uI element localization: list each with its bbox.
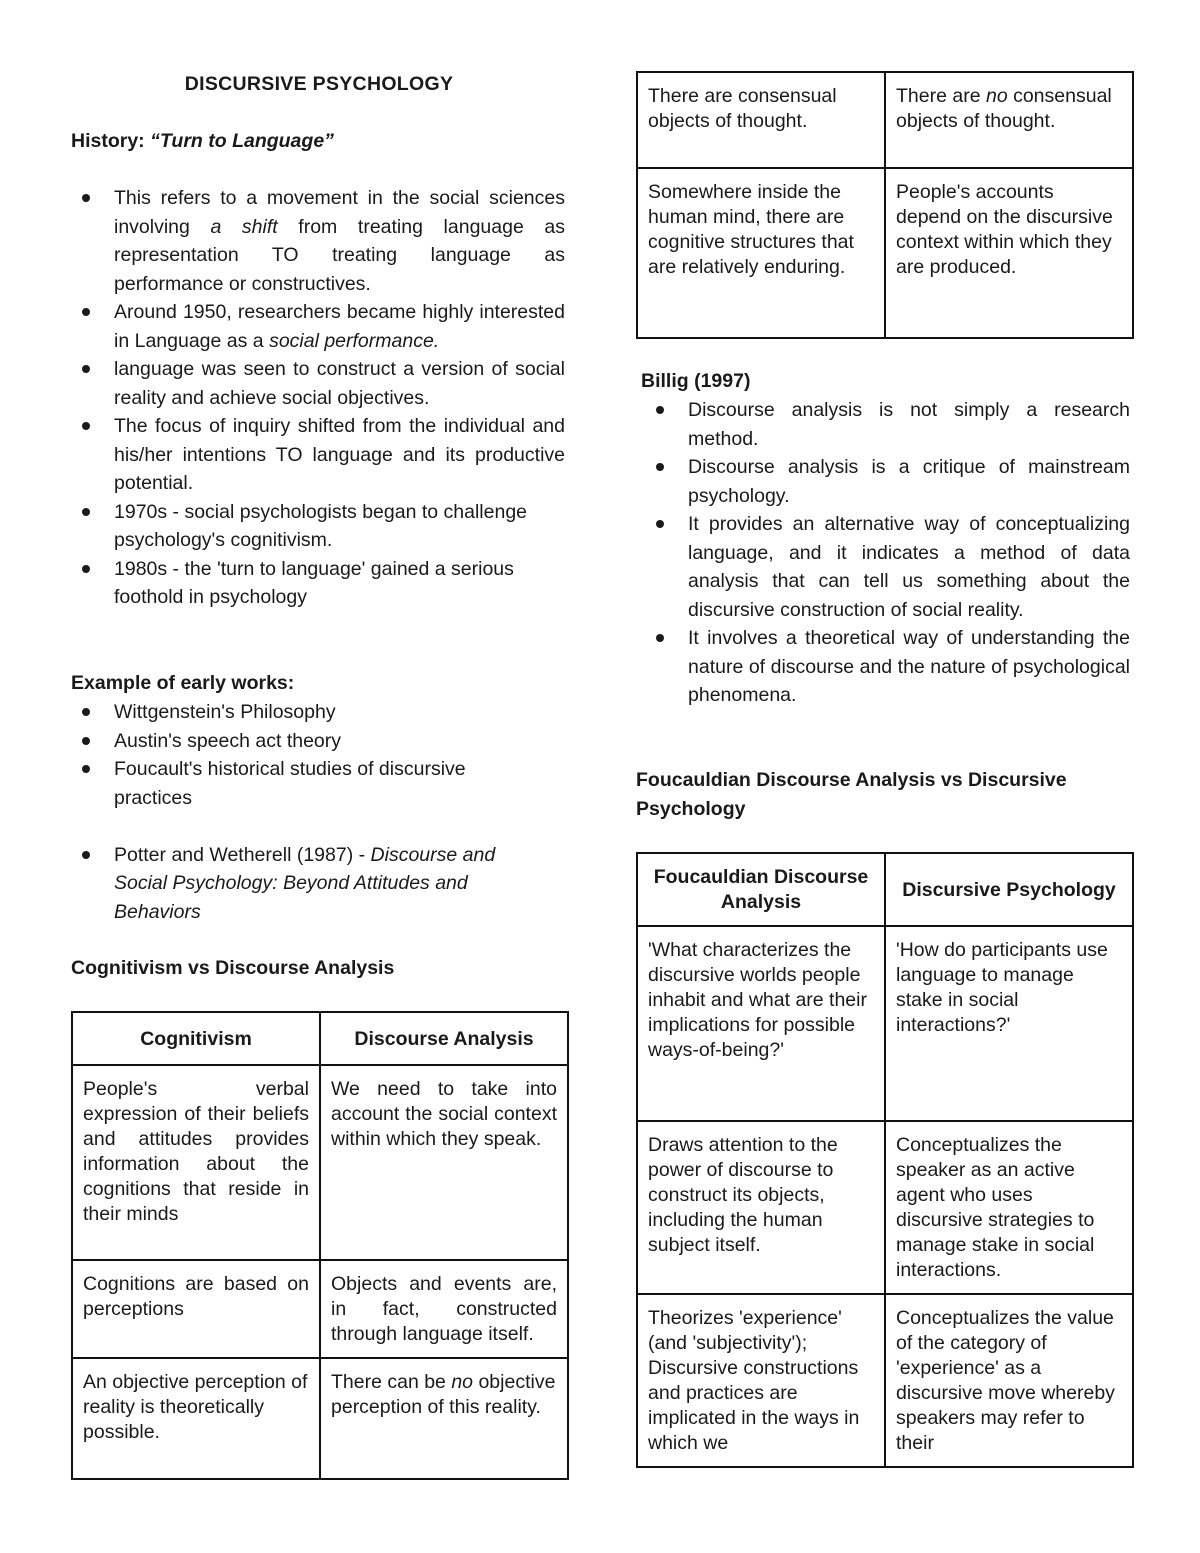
table-cell: 'How do participants use language to manage stake in social interactions?' (885, 926, 1133, 1121)
list-item: It involves a theoretical way of understanding the nature of discourse and the nature of psychological phenomena. (645, 624, 1130, 710)
list-item: 1980s - the 'turn to language' gained a serious foothold in psychology (71, 555, 565, 612)
table-cell: Theorizes 'experience' (and 'subjectivity'); Discursive constructions and practices are implicated in the ways in which we (637, 1294, 885, 1467)
history-list (71, 184, 565, 612)
table-cell: There can be no objective perception of this reality. (320, 1358, 568, 1479)
table-cell: Somewhere inside the human mind, there are cognitive structures that are relatively enduring. (637, 168, 885, 338)
column-header: Cognitivism (72, 1012, 320, 1065)
page-title: DISCURSIVE PSYCHOLOGY (184, 73, 454, 95)
bullet-icon (82, 308, 90, 316)
list-item: This refers to a movement in the social sciences involving a shift from treating language as representation TO treating language as performance or constructives. (71, 184, 565, 298)
bullet-icon (82, 708, 90, 716)
table-cell: An objective perception of reality is theoretically possible. (72, 1358, 320, 1479)
table-cell: Conceptualizes the value of the category of 'experience' as a discursive move whereby speakers may refer to their (885, 1294, 1133, 1467)
column-header: Discourse Analysis (320, 1012, 568, 1065)
bullet-icon (82, 508, 90, 516)
list-item: Discourse analysis is a critique of mainstream psychology. (645, 453, 1130, 510)
list-item: Around 1950, researchers became highly interested in Language as a social performance. (71, 298, 565, 355)
table-row (72, 1065, 568, 1260)
early-works-list (71, 698, 511, 926)
bullet-icon (82, 737, 90, 745)
table-cell: People's verbal expression of their beliefs and attitudes provides information about the cognitions that reside in their minds (72, 1065, 320, 1260)
column-header: Discursive Psychology (885, 853, 1133, 926)
history-label-italic: “Turn to Language” (150, 130, 334, 152)
table-row (72, 1358, 568, 1479)
table-row (637, 1121, 1133, 1294)
fda-heading: Foucauldian Discourse Analysis vs Discursive Psychology (636, 769, 1067, 820)
table-header-row (72, 1012, 568, 1065)
bullet-icon (656, 463, 664, 471)
fda-table (636, 852, 1134, 1468)
cognitivism-table-continued (636, 71, 1134, 339)
bullet-icon (82, 765, 90, 773)
list-item: Wittgenstein's Philosophy (71, 698, 511, 727)
table-row (637, 1294, 1133, 1467)
bullet-icon (82, 565, 90, 573)
table-cell: People's accounts depend on the discursive context within which they are produced. (885, 168, 1133, 338)
list-item: 1970s - social psychologists began to challenge psychology's cognitivism. (71, 498, 565, 555)
history-label: History: (71, 130, 151, 152)
table-cell: There are no consensual objects of thought. (885, 72, 1133, 168)
table-cell: We need to take into account the social context within which they speak. (320, 1065, 568, 1260)
table-cell: There are consensual objects of thought. (637, 72, 885, 168)
bullet-icon (82, 851, 90, 859)
list-item: It provides an alternative way of conceptualizing language, and it indicates a method of data analysis that can tell us something about the discursive construction of social reality. (645, 510, 1130, 624)
early-works-heading: Example of early works: (71, 672, 295, 694)
table-row (637, 926, 1133, 1121)
history-heading (71, 127, 334, 156)
table-row (72, 1260, 568, 1358)
list-item: The focus of inquiry shifted from the individual and his/her intentions TO language and its productive potential. (71, 412, 565, 498)
table-cell: Cognitions are based on perceptions (72, 1260, 320, 1358)
table-cell: Draws attention to the power of discourse to construct its objects, including the human subject itself. (637, 1121, 885, 1294)
list-item: language was seen to construct a version of social reality and achieve social objectives. (71, 355, 565, 412)
table-header-row (637, 853, 1133, 926)
column-header: Foucauldian Discourse Analysis (637, 853, 885, 926)
billig-heading: Billig (1997) (641, 370, 751, 392)
bullet-icon (82, 422, 90, 430)
bullet-icon (656, 520, 664, 528)
list-item: Potter and Wetherell (1987) - Discourse and Social Psychology: Beyond Attitudes and Behaviors (71, 841, 511, 927)
table-cell: Objects and events are, in fact, constructed through language itself. (320, 1260, 568, 1358)
table-cell: Conceptualizes the speaker as an active agent who uses discursive strategies to manage stake in social interactions. (885, 1121, 1133, 1294)
table-cell: 'What characterizes the discursive worlds people inhabit and what are their implications for possible ways-of-being?' (637, 926, 885, 1121)
list-item: Discourse analysis is not simply a research method. (645, 396, 1130, 453)
bullet-icon (82, 194, 90, 202)
table-row (637, 168, 1133, 338)
billig-list (645, 396, 1130, 710)
list-item: Foucault's historical studies of discursive practices (71, 755, 511, 812)
bullet-icon (656, 406, 664, 414)
list-spacer (71, 812, 511, 841)
bullet-icon (82, 365, 90, 373)
bullet-icon (656, 634, 664, 642)
list-item: Austin's speech act theory (71, 727, 511, 756)
table-row (637, 72, 1133, 168)
cognitivism-heading: Cognitivism vs Discourse Analysis (71, 957, 395, 979)
cognitivism-table (71, 1011, 569, 1480)
